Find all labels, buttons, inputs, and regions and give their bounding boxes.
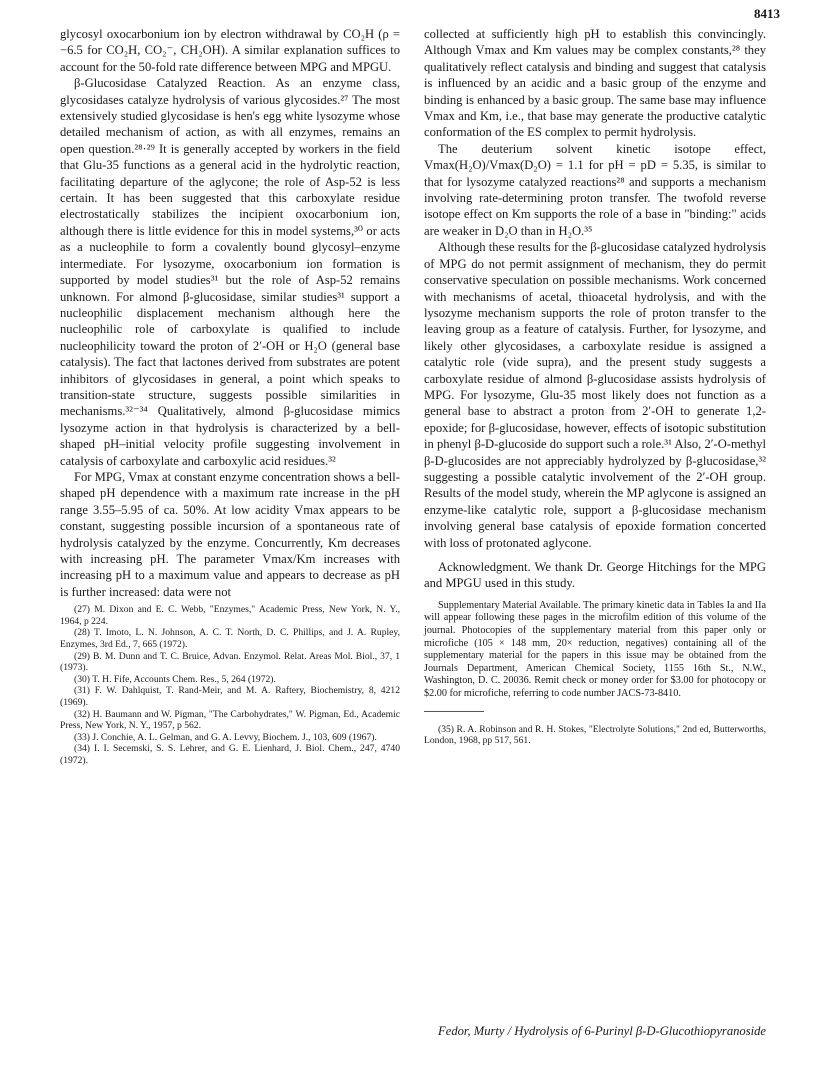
reference-item: (29) B. M. Dunn and T. C. Bruice, Advan. Enzymol. Relat. Areas Mol. Biol., 37, 1 (1973). [60, 650, 400, 674]
reference-item: (34) I. I. Secemski, S. S. Lehrer, and G. E. Lienhard, J. Biol. Chem., 247, 4740 (1972). [60, 743, 400, 766]
running-footer: Fedor, Murty / Hydrolysis of 6-Purinyl β-D-Glucothiopyranoside [438, 1024, 766, 1038]
right-column [424, 26, 766, 747]
reference-item: (33) J. Conchie, A. L. Gelman, and G. A. Levvy, Biochem. J., 103, 609 (1967). [74, 731, 377, 743]
reference-item: (35) R. A. Robinson and R. H. Stokes, "Electrolyte Solutions," 2nd ed, Butterworths, London, 1968, pp 517, 561. [424, 723, 766, 747]
acknowledgment: Acknowledgment. We thank Dr. George Hitchings for the MPG and MPGU used in this study. [424, 560, 766, 591]
supplementary-text: Supplementary Material Available. The primary kinetic data in Tables Ia and IIa will appear following these pages in the microfilm edition of this volume of the journal. Photocopies of the supplementary material from this paper only or microfiche (105 × 148 mm, 20× reduction, negatives) containing all of the supplementary material for the papers in this issue may be obtained from the Journals Department, American Chemical Society, 1155 16th St., N.W., Washington, D. C. 20036. Remit check or money order for $3.00 for photocopy or $2.00 for microfiche, referring to code number JACS-73-8410. [424, 599, 766, 699]
left-references [60, 604, 400, 766]
reference-item: (28) T. Imoto, L. N. Johnson, A. C. T. North, D. C. Phillips, and J. A. Rupley, Enzymes, 3rd Ed., 7, 665 (1972). [60, 627, 400, 650]
body-paragraph: β-Glucosidase Catalyzed Reaction. As an enzyme class, glycosidases catalyze hydrolysis of various glycosides.²⁷ The most extensively studied glycosidase is hen's egg white lysozyme whose detailed mechanism of action, as with all enzymes, remains an open question.²⁸·²⁹ It is generally accepted by workers in the field that Glu-35 functions as a general acid in the hydrolytic reaction, facilitating departure of the aglycone; the role of Asp-52 is less certain. It has been suggested that this carboxylate residue electrostatically stabilizes the incipient oxocarbonium ion, although there is little evidence for this in model systems,³⁰ or acts as a nucleophile to form a covalently bound glycosyl–enzyme intermediate. For lysozyme, oxocarbonium ion formation is supported by model studies³¹ but the role of Asp-52 remains unknown. For almond β-glucosidase, similar studies³¹ support a nucleophilic displacement mechanism although here the nucleophilic role of carboxylate is qualified to include nucleophilicity toward the proton of 2′-OH or H₂O (general base catalysis). The fact that lactones derived from substrates are potent inhibitors of glycosidases in general, a point which speaks to transition-state structure, suggests possible similarities in mechanisms.³²⁻³⁴ Qualitatively, almond β-glucosidase mimics lysozyme action in that hydrolysis is characterized by a bell-shaped pH–initial velocity profile suggesting involvement in catalysis of carboxylate and carboxylic acid residues.³² [60, 76, 400, 468]
right-body-text [424, 26, 766, 592]
reference-item: (30) T. H. Fife, Accounts Chem. Res., 5, 264 (1972). [74, 673, 276, 685]
reference-divider [424, 711, 484, 712]
left-column [60, 26, 400, 767]
reference-item: (31) F. W. Dahlquist, T. Rand-Meir, and M. A. Raftery, Biochemistry, 8, 4212 (1969). [60, 685, 400, 708]
reference-item: (32) H. Baumann and W. Pigman, "The Carbohydrates," W. Pigman, Ed., Academic Press, New York, N. Y., 1957, p 562. [60, 708, 400, 732]
body-paragraph: collected at sufficiently high pH to establish this convincingly. Although Vmax and Km values may be complex constants,²⁸ they qualitatively reflect catalysis and binding and suggest that catalysis is influenced by an acidic and a basic group of the enzyme and binding is enhanced by a basic group. The same base may influence Vmax and Km, i.e., that base may generate the productive catalytic conformation of the ES complex to permit hydrolysis. [424, 27, 766, 140]
body-paragraph: glycosyl oxocarbonium ion by electron withdrawal by CO₂H (ρ = −6.5 for CO₂H, CO₂⁻, CH₂OH). A similar explanation suffices to account for the 50-fold rate difference between MPG and MPGU. [60, 27, 400, 74]
body-paragraph: The deuterium solvent kinetic isotope effect, Vmax(H₂O)/Vmax(D₂O) = 1.1 for pH = pD = 5.35, is similar to that for lysozyme catalyzed reactions²⁸ and supports a mechanism involving rate-determining proton transfer. The twofold reverse isotope effect on Km supports the role of a base in "binding:" acids are weaker in D₂O than in H₂O.³⁵ [424, 141, 766, 238]
body-paragraph: For MPG, Vmax at constant enzyme concentration shows a bell-shaped pH dependence with a maximum rate increase in the pH range 3.55–5.95 of ca. 50%. At low acidity Vmax appears to be constant, suggesting possible incursion of a spontaneous rate of hydrolysis catalyzed by the enzyme. Concurrently, Km decreases with increasing pH. The parameter Vmax/Km increases with increasing pH to a maximum value and appears to decrease as pH is further increased: data were not [60, 469, 400, 599]
reference-item: (27) M. Dixon and E. C. Webb, "Enzymes," Academic Press, New York, N. Y., 1964, p 224. [60, 604, 400, 627]
page-number: 8413 [754, 6, 780, 21]
right-references [424, 724, 766, 747]
body-paragraph: Although these results for the β-glucosidase catalyzed hydrolysis of MPG do not permit assignment of mechanism, they do permit conservative speculation on possible mechanisms. Work concerned with mechanisms of acetal, thioacetal hydrolysis, and with the lysozyme mechanism supports the role of proton transfer to the leaving group as a feature of catalysis. Further, for lysozyme, and likely other glycosidases, a carboxylate residue is assigned a catalytic role (vide supra), and the present study suggests a carboxylate residue of almond β-glucosidase assists hydrolysis of MPG. For lysozyme, Glu-35 most likely does not function as a general base to abstract a proton from 2′-OH to generate 1,2-epoxide; for β-glucosidase, however, effects of isotopic substitution in phenyl β-D-glucoside do support such a role.³¹ Also, 2′-O-methyl β-D-glucosides are not appreciably hydrolyzed by β-glucosidase,³² suggesting a possible catalytic involvement of the 2′-OH group. Results of the model study, wherein the MP aglycone is assigned an enzyme-like catalytic role, support a β-glucosidase mechanism involving general base catalysis of epoxide formation concerted with loss of protonated aglycone. [424, 240, 766, 550]
supplementary-material [424, 600, 766, 701]
left-body-text [60, 26, 400, 600]
